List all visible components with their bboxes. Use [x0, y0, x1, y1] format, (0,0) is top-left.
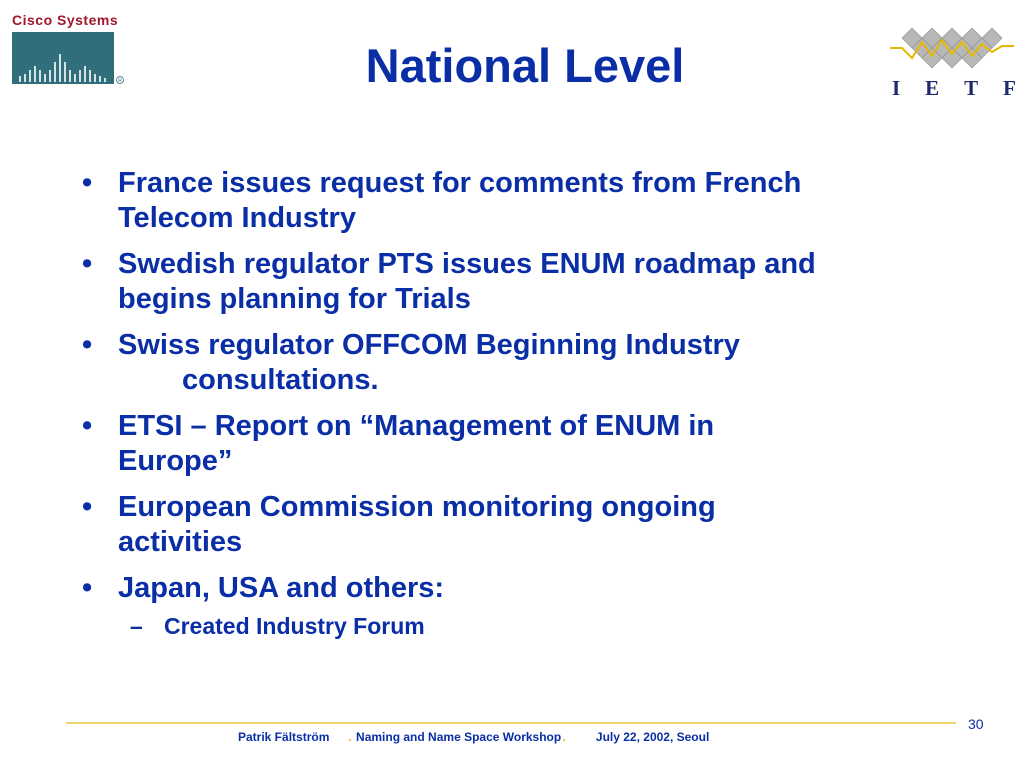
bullet-glyph: • [82, 248, 93, 280]
bullet-glyph: • [82, 167, 93, 199]
ietf-letters [892, 76, 1016, 101]
bullet-glyph: • [82, 329, 93, 361]
bullet-glyph: • [82, 410, 93, 442]
sub-bullet-text: Created Industry Forum [164, 613, 425, 639]
bullet-text: Swiss regulator OFFCOM Beginning Industry [118, 329, 740, 361]
bullet-item [82, 247, 962, 317]
footer [238, 730, 709, 744]
bullet-glyph: • [82, 572, 93, 604]
ietf-letter: I [892, 76, 901, 100]
page-number: 30 [968, 716, 984, 732]
footer-separator: . [562, 730, 566, 744]
bullet-text: Swedish regulator PTS issues ENUM roadmap and [118, 248, 816, 280]
bullet-item [82, 328, 962, 398]
bullet-item [82, 490, 962, 560]
bullet-list [82, 166, 962, 641]
bullet-glyph: • [82, 491, 93, 523]
ietf-letter: T [964, 76, 979, 100]
footer-separator: . [348, 730, 352, 744]
footer-author: Patrik Fältström [238, 730, 330, 744]
sub-bullet-glyph: – [130, 613, 143, 639]
ietf-logo [888, 28, 1016, 104]
svg-text:R: R [118, 78, 122, 84]
ietf-letter: E [925, 76, 940, 100]
bullet-text: consultations. [182, 364, 379, 396]
footer-date: July 22, 2002, Seoul [595, 730, 710, 744]
bullet-text: ETSI – Report on “Management of ENUM in [118, 410, 715, 442]
bullet-text: begins planning for Trials [118, 283, 471, 315]
bullet-item [82, 166, 962, 236]
bullet-text: Europe” [118, 445, 233, 477]
bullet-text: activities [118, 526, 243, 558]
bullet-item [82, 409, 962, 479]
ietf-letter: F [1003, 76, 1016, 100]
bullet-text: France issues request for comments from French [118, 167, 802, 199]
ietf-diamond-icon [888, 28, 1016, 78]
sub-bullet-item [82, 611, 962, 641]
footer-divider [66, 722, 956, 724]
bullet-text: Telecom Industry [118, 202, 356, 234]
slide-title: National Level [365, 39, 685, 92]
cisco-brand-text: Cisco Systems [12, 12, 119, 28]
bullet-text: European Commission monitoring ongoing [118, 491, 716, 523]
bullet-item [82, 571, 962, 606]
footer-event: Naming and Name Space Workshop [356, 730, 562, 744]
bullet-text: Japan, USA and others: [118, 572, 445, 604]
